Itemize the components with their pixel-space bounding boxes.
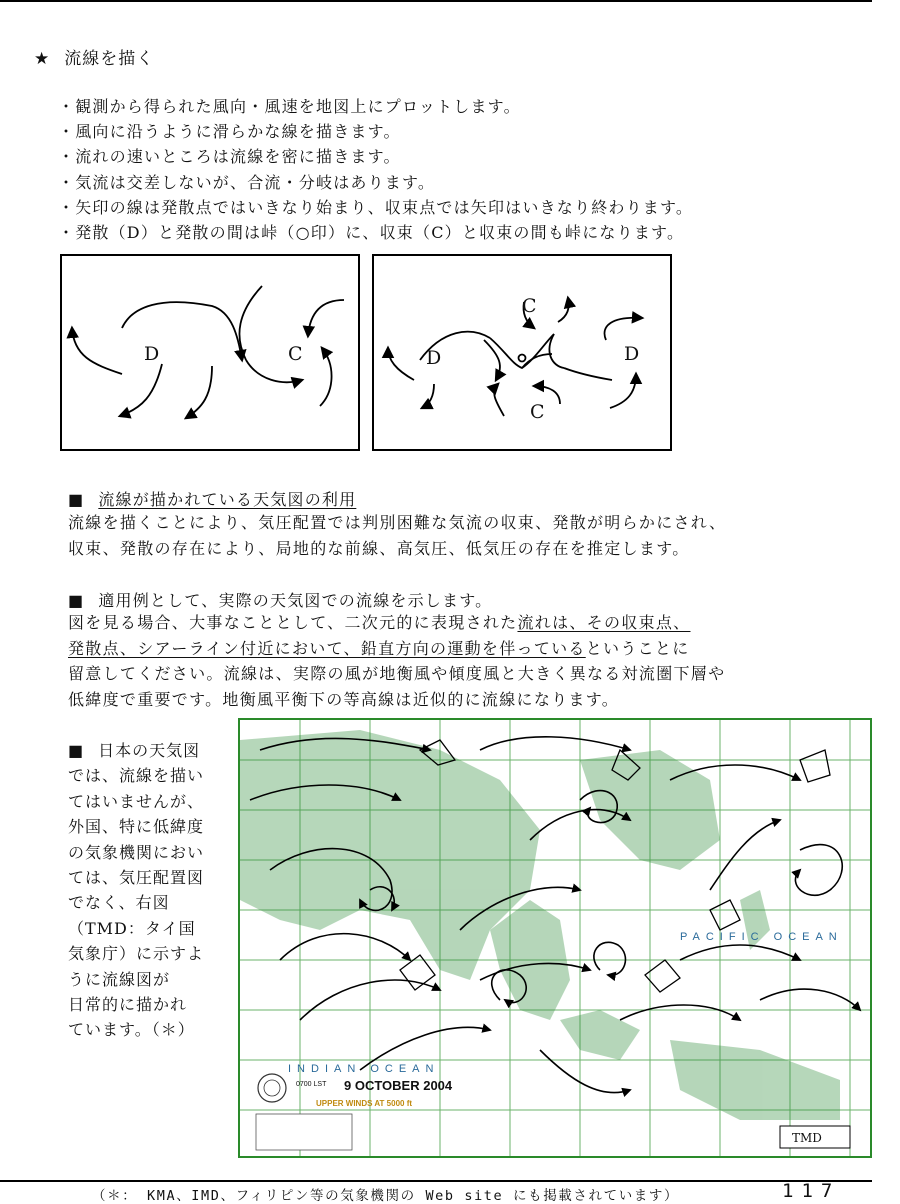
side-note-line: の気象機関におい xyxy=(68,842,205,862)
side-note-line: 日常的に描かれ xyxy=(68,995,188,1015)
footnote: （＊： KMA、IMD、フィリピン等の気象機関の Web site にも掲載されています） xyxy=(92,1188,680,1204)
diagram-col xyxy=(372,254,672,451)
side-note-line: では、流線を描い xyxy=(68,766,205,786)
streamline-diagram-right xyxy=(374,256,670,449)
paragraph-line: 留意してください。流線は、実際の風が地衡風や傾度風と大きく異なる対流圏下層や xyxy=(68,664,726,684)
side-note-line: ■ 日本の天気図 xyxy=(68,741,201,760)
diagram-right-label-c-top: C xyxy=(522,295,537,317)
ocean-label-indian: INDIAN OCEAN xyxy=(288,1063,440,1075)
map-date-label: 9 OCTOBER 2004 xyxy=(344,1078,453,1093)
usage-paragraph xyxy=(68,510,726,561)
bullet-item: ・風向に沿うように滑らかな線を描きます。 xyxy=(58,122,401,142)
side-note-line: うに流線図が xyxy=(68,969,171,989)
paragraph-text: ということに xyxy=(585,638,690,658)
section-title-text: 流線を描く xyxy=(64,49,155,69)
tmd-label: TMD xyxy=(792,1131,822,1145)
diagram-divergence-convergence xyxy=(60,254,360,451)
diagram-right-label-d-left: D xyxy=(426,347,442,369)
diagram-left-label-d: D xyxy=(144,343,160,365)
map-time-label: 0700 LST xyxy=(296,1081,327,1088)
diagram-left-label-c: C xyxy=(288,343,303,365)
land-masses xyxy=(240,730,840,1120)
square-bullet-icon: ■ xyxy=(68,741,85,760)
bullet-item: ・矢印の線は発散点ではいきなり始まり、収束点では矢印はいきなり終わります。 xyxy=(58,197,694,217)
bullet-item: ・観測から得られた風向・風速を地図上にプロットします。 xyxy=(58,97,521,116)
square-bullet-icon: ■ xyxy=(68,591,85,610)
side-note-line: 気象庁）に示すよ xyxy=(68,944,205,964)
paragraph-line: 収束、発散の存在により、局地的な前線、高気圧、低気圧の存在を推定します。 xyxy=(68,538,690,558)
bullet-item: ・気流は交差しないが、合流・分岐はあります。 xyxy=(58,172,436,192)
streamline-map-svg xyxy=(240,720,870,1156)
example-heading xyxy=(68,588,492,611)
underlined-text: 流れは、その収束点、 xyxy=(517,613,691,632)
example-heading-text: 適用例として、実際の天気図での流線を示します。 xyxy=(98,591,493,610)
map-subtitle: UPPER WINDS AT 5000 ft xyxy=(316,1099,413,1108)
diagram-right-label-d-right: D xyxy=(624,343,640,365)
paragraph-line: 低緯度で重要です。地衡風平衡下の等高線は近似的に流線になります。 xyxy=(68,689,620,709)
map-legend-box xyxy=(256,1114,352,1150)
paragraph-line xyxy=(68,610,725,636)
section-title xyxy=(34,44,154,69)
side-note-line: でなく、右図 xyxy=(68,893,170,913)
bullet-list xyxy=(58,94,693,245)
page-number: 117 xyxy=(782,1180,841,1202)
streamline-diagram-left xyxy=(62,256,358,449)
side-note-line: 外国、特に低緯度 xyxy=(68,817,205,837)
top-rule xyxy=(0,0,872,2)
side-note-line: ています。（＊） xyxy=(68,1020,195,1040)
ocean-label-pacific: PACIFIC OCEAN xyxy=(680,931,843,943)
star-icon: ★ xyxy=(34,49,51,69)
paragraph-text: 図を見る場合、大事なこととして、二次元的に表現された xyxy=(68,613,518,632)
side-note xyxy=(68,738,204,1043)
bottom-rule xyxy=(0,1180,872,1182)
side-note-line: ては、気圧配置図 xyxy=(68,868,205,888)
bullet-item: ・流れの速いところは流線を密に描きます。 xyxy=(58,147,401,167)
agency-seal-icon xyxy=(258,1074,286,1102)
example-paragraph xyxy=(68,610,725,712)
square-bullet-icon: ■ xyxy=(68,490,85,509)
underlined-text: 発散点、シアーライン付近において、鉛直方向の運動を伴っている xyxy=(68,638,586,658)
side-note-line: （TMD：タイ国 xyxy=(68,918,196,938)
paragraph-line xyxy=(68,636,725,662)
side-note-line: てはいませんが、 xyxy=(68,791,205,811)
diagram-right-label-c-bottom: C xyxy=(530,401,545,423)
streamline-weather-map xyxy=(238,718,872,1158)
streamlines xyxy=(72,286,344,418)
usage-heading xyxy=(68,487,356,510)
usage-heading-text: 流線が描かれている天気図の利用 xyxy=(98,490,357,509)
bullet-item: ・発散（D）と発散の間は峠（○印）に、収束（C）と収束の間も峠になります。 xyxy=(58,223,685,243)
paragraph-line: 流線を描くことにより、気圧配置では判別困難な気流の収束、発散が明らかにされ、 xyxy=(68,513,727,532)
